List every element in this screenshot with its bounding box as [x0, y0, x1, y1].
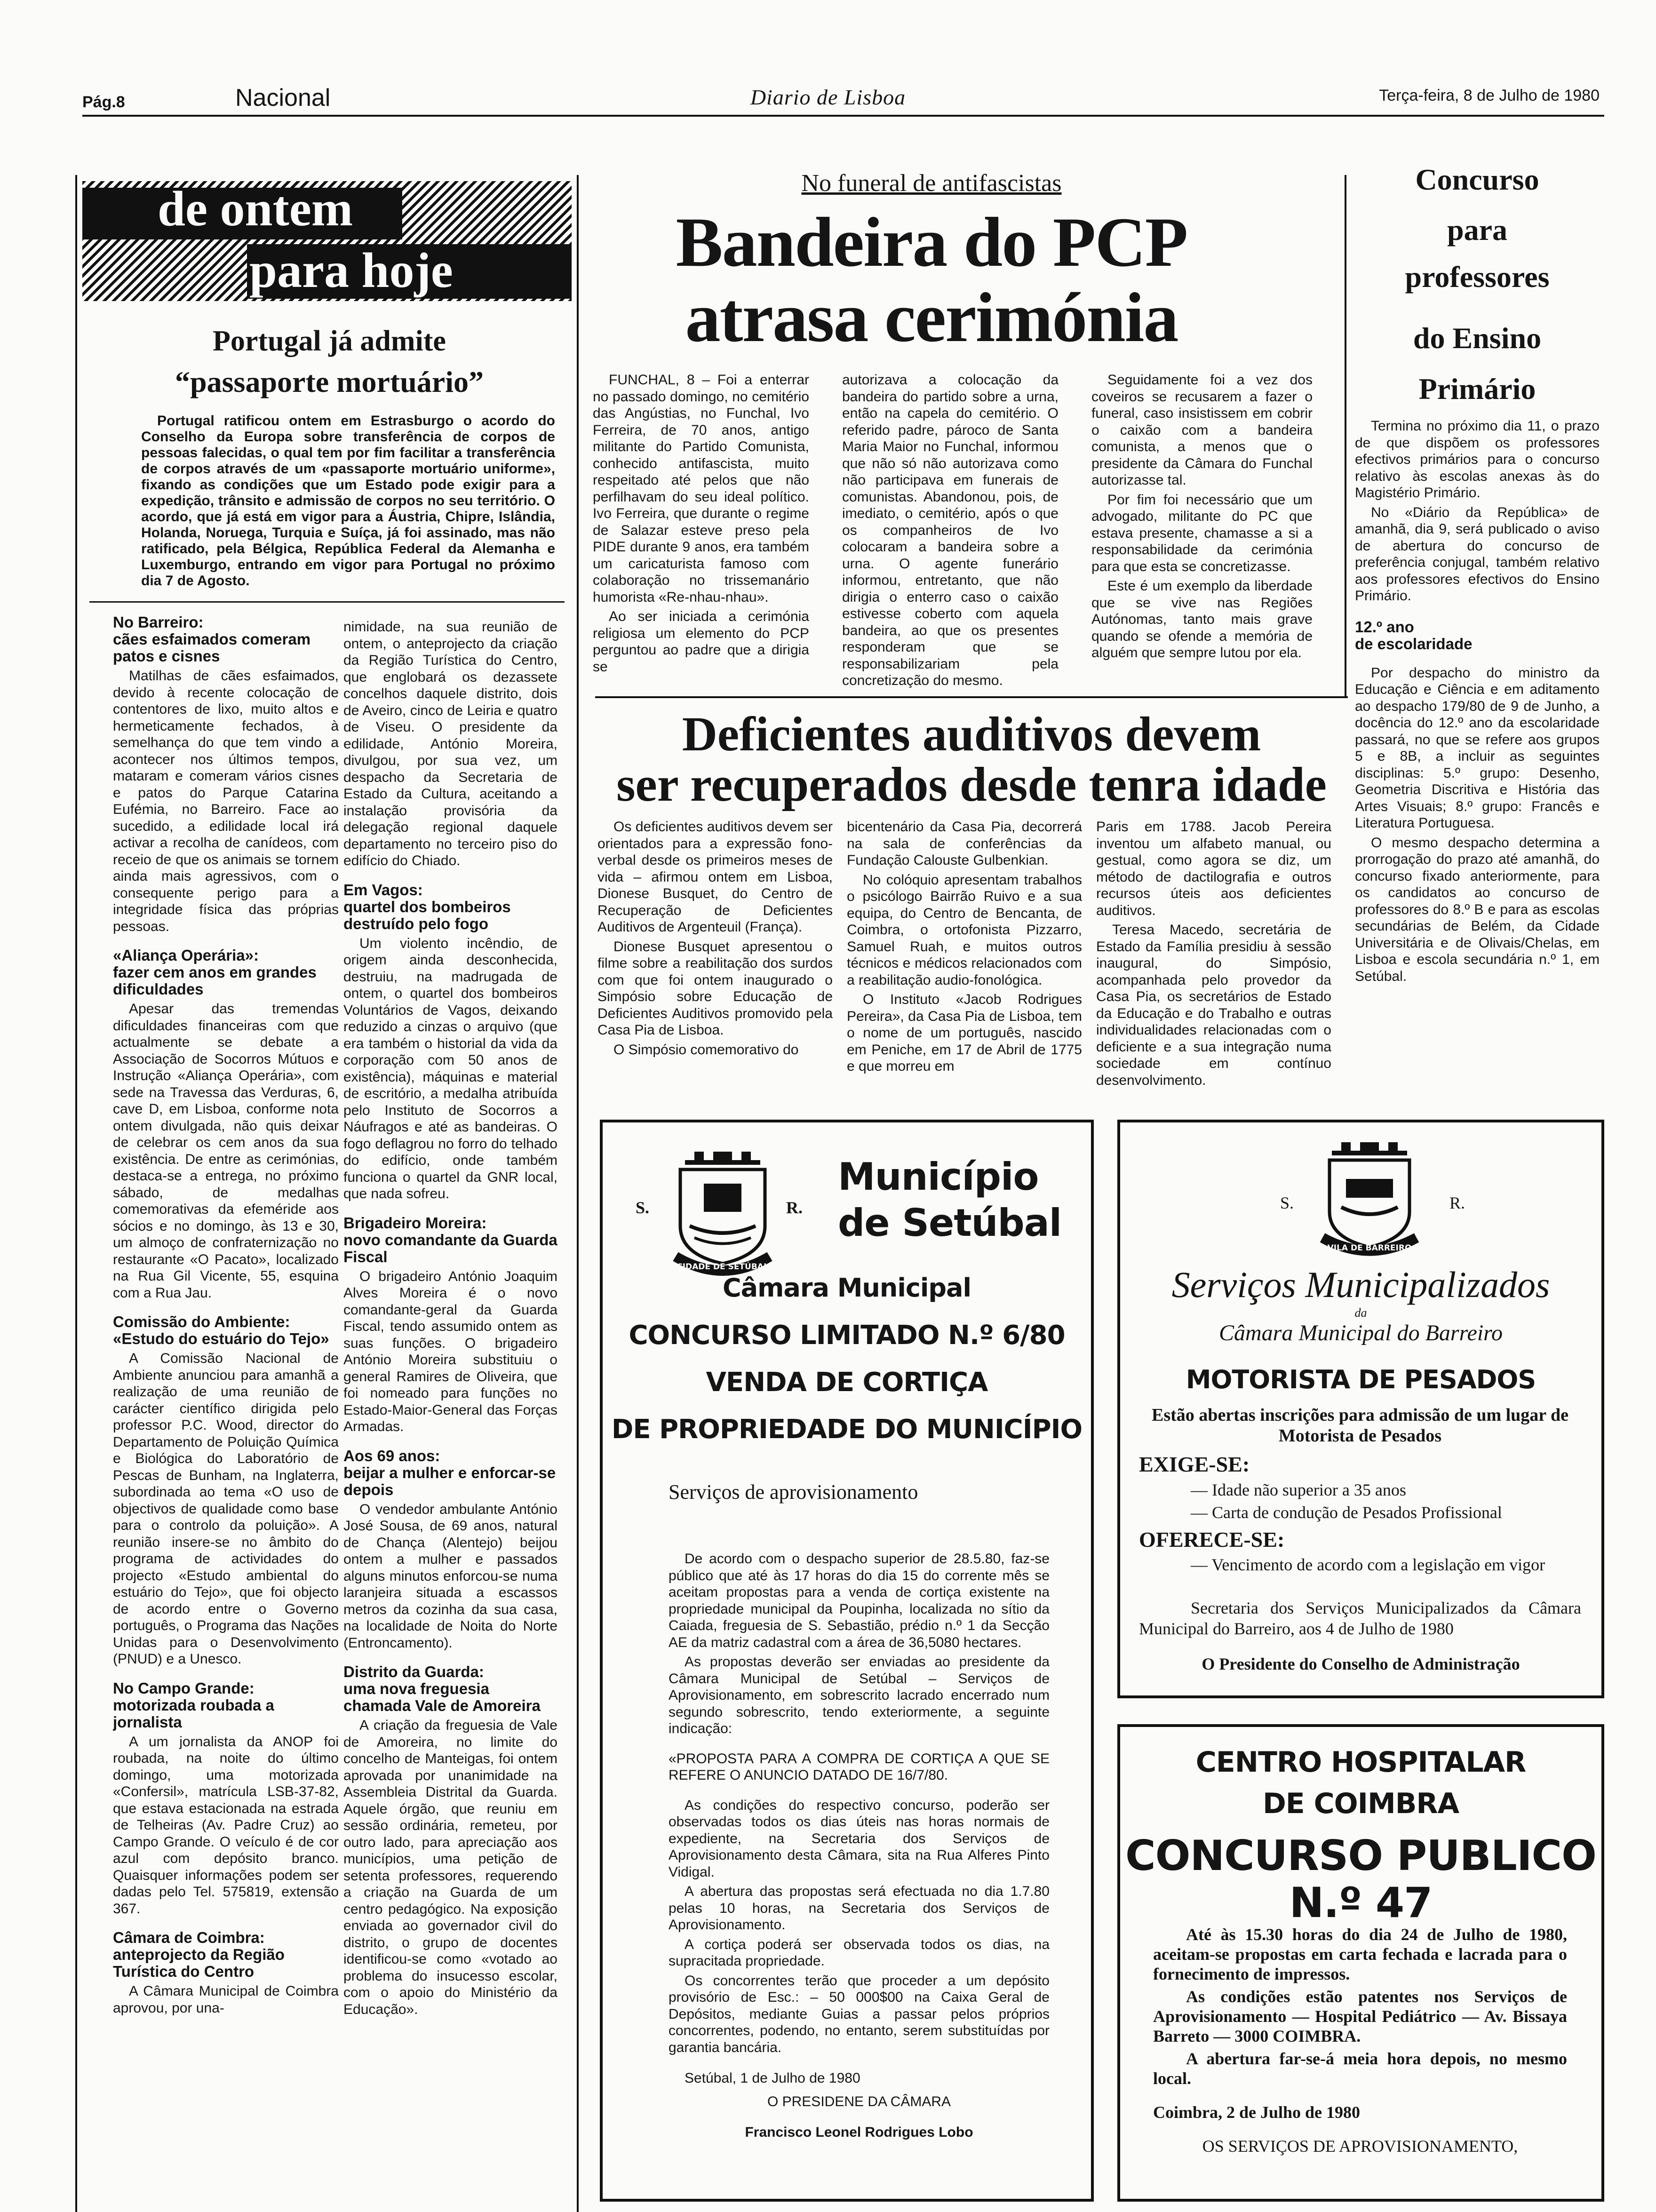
deficientes-title-1: Deficientes auditivos devem: [682, 707, 1261, 761]
brief-vagos-heading: [343, 882, 557, 932]
masthead: Diario de Lisboa: [750, 85, 906, 109]
crest-barreiro: [1313, 1137, 1426, 1259]
concurso-paragraph: O mesmo despacho determina a prorrogação do prazo até amanhã, do concurso fixado anteriormente, para os candidatos ao concurso de professores do 8.º B e para as escolas secundárias de Belém, da Cidade Universitária e de Olivais/Chelas, em Lisboa e escola secundária n.º 1, em Setúbal.: [1355, 835, 1600, 984]
concurso-paragraph: Por despacho do ministro da Educação e Ciência e em aditamento ao despacho 179/80 de 9 de Junho, a docência do 12.º ano da escolaridade passará, no que se refere aos grupos 5 e 8B, a incluir as seguintes disciplinas: 5.º grupo: Desenho, Geometria Discritiva e História das Artes Visuais; 8.º grupo: Francês e Literatura Portuguesa.: [1355, 665, 1600, 831]
concurso-title-2: para: [1447, 213, 1507, 247]
ad-s-right: R.: [1449, 1194, 1465, 1212]
funeral-kicker: No funeral de antifascistas: [801, 170, 1062, 197]
brief-title: beijar a mulher e enforcar-se depois: [343, 1464, 556, 1498]
ad-s-right: R.: [786, 1198, 803, 1217]
brief-title: «Estudo do estuário do Tejo»: [113, 1330, 329, 1347]
deficientes-paragraph: Paris em 1788. Jacob Pereira inventou um alfabeto manual, ou gestual, como agora se diz, um método de dactilografia e outros recursos úteis aos deficientes auditivos.: [1096, 819, 1331, 918]
right-column-rule: [1345, 175, 1346, 698]
funeral-paragraph: autorizava a colocação da bandeira do partido sobre a urna, então na capela do cemitério. O referido padre, pároco de Santa Maria Maior no Funchal, informou que não só não autorizava como não participava em funerais de comunistas. Abandonou, pois, de imediato, o cemitério, após o que os companheiros de Ivo colocaram a bandeira sobre a urna. O agente funerário informou, entretanto, que não dirigia o enterro caso o caixão estivesse coberto com aquela bandeira, ao que os presentes responderam que se responsabilizariam pela concretização do mesmo.: [842, 372, 1059, 688]
ad-coimbra-title-2: DE COIMBRA: [1262, 1787, 1459, 1820]
concurso-paragraph: Termina no próximo dia 11, o prazo de que dispõem os professores efectivos primários para o concurso relativo às escolas anexas às do Magistério Primário.: [1355, 418, 1600, 501]
concurso-title-3: professores: [1405, 260, 1550, 294]
brief-title: novo comandante da Guarda Fiscal: [343, 1231, 557, 1265]
header-rule: [82, 115, 1604, 117]
ad-barreiro-intro: Estão abertas inscrições para admissão de um lugar de Motorista de Pesados: [1152, 1405, 1568, 1446]
ad-coimbra-title-3: CONCURSO PUBLICO: [1125, 1831, 1596, 1880]
lead-paragraph: Portugal ratificou ontem em Estrasburgo o acordo do Conselho da Europa sobre transferência de corpos de pessoas falecidas, o qual tem por fim facilitar a transferência de corpos através de um «passaporte mortuário uniforme», fixando as condições que um Estado pode exigir para a expedição, trânsito e admissão de corpos no seu território. O acordo, que já está em vigor para a Áustria, Chipre, Islândia, Holanda, Noruega, Turquia e Suíça, já foi assinado, mas não ratificado, pela Bélgica, República Federal da Alemanha e Luxemburgo, entrando em vigor para Portugal no próximo dia 7 de Agosto.: [141, 413, 555, 589]
funeral-col-1: [593, 372, 809, 701]
ad-barreiro-exige-2: — Carta de condução de Pesados Profissional: [1191, 1503, 1502, 1522]
brief-69-anos-text: O vendedor ambulante António José Sousa, de 69 anos, natural de Chança (Alentejo) beijou ontem a mulher e passados alguns minutos enforcou-se numa laranjeira situada a escassos metros da cozinha da sua casa, na localidade de Noita do Norte (Entroncamento).: [343, 1501, 557, 1651]
ad-coimbra-paragraph: As condições estão patentes nos Serviços de Aprovisionamento — Hospital Pediátrico — Av. Bissaya Barreto — 3000 COIMBRA.: [1153, 1987, 1567, 2045]
brief-title: anteprojecto da Região Turística do Centro: [113, 1946, 285, 1980]
brief-69-anos-heading: [343, 1448, 557, 1498]
ad-coimbra-date: Coimbra, 2 de Julho de 1980: [1153, 2103, 1361, 2122]
deficientes-paragraph: Teresa Macedo, secretária de Estado da Família presidiu à sessão inaugural, do Simpósio, acompanhada pelo provedor da Casa Pia, os secretários de Estado da Educação e do Trabalho e outras individualidades relacionadas com o deficiente e a sua integração numa sociedade em contínuo desenvolvimento.: [1096, 922, 1331, 1088]
funeral-col-3: [1091, 372, 1313, 701]
brief-title: quartel dos bombeiros destruído pelo fogo: [343, 898, 511, 932]
brief-alianca-heading: [113, 947, 339, 998]
ad-setubal-paragraph: «PROPOSTA PARA A COMPRA DE CORTIÇA A QUE SE REFERE O ANUNCIO DATADO DE 16/7/80.: [669, 1751, 1050, 1783]
ad-setubal-paragraph: De acordo com o despacho superior de 28.5.80, faz-se público que até às 17 horas do dia 15 do corrente mês se aceitam propostas para a venda de cortiça existente na propriedade municipal da Poupinha, localizada no sítio da Caiada, freguesia de S. Sebastião, prédio n.º 1 da Secção AE da matriz cadastral com a área de 36,5080 hectares.: [669, 1551, 1050, 1650]
funeral-bottom-rule: [595, 696, 1348, 698]
issue-date: Terça-feira, 8 de Julho de 1980: [1379, 87, 1600, 104]
brief-kicker: «Aliança Operária»:: [113, 947, 259, 964]
brief-barreiro-text: Matilhas de cães esfaimados, devido à recente colocação de contentores de lixo, muito altos e hermeticamente fechados, à semelhança do que tem vindo a acontecer nos últimos tempos, mataram e comeram vários cisnes e patos do Parque Catarina Eufémia, no Barreiro. Face ao sucedido, a edilidade local irá activar a recolha de canídeos, com receio de que os animais se tornem ainda mais agressivos, com o consequente perigo para a integridade física das próprias pessoas.: [113, 668, 339, 934]
brief-title: cães esfaimados comeram patos e cisnes: [113, 630, 311, 665]
ad-barreiro-oferece-1: — Vencimento de acordo com a legislação em vigor: [1191, 1555, 1545, 1574]
brief-coimbra-text: A Câmara Municipal de Coimbra aprovou, por una-: [113, 1983, 339, 2016]
ad-setubal-paragraph: A abertura das propostas será efectuada no dia 1.7.80 pelas 10 horas, na Secretaria dos Serviços de Aprovisionamento.: [669, 1884, 1050, 1933]
ad-barreiro-signature: O Presidente do Conselho de Administração: [1202, 1655, 1520, 1673]
ad-coimbra-body: [1153, 1925, 1567, 2156]
deficientes-paragraph: O Instituto «Jacob Rodrigues Pereira», da Casa Pia de Lisboa, tem o nome de um português, nascido em Peniche, em 17 de Abril de 1775 e que morreu em: [847, 992, 1082, 1074]
lead-title-1: Portugal já admite: [213, 325, 446, 357]
brief-guarda-heading: [343, 1663, 557, 1714]
ad-barreiro-title: MOTORISTA DE PESADOS: [1186, 1365, 1536, 1394]
ad-setubal-paragraph: As propostas deverão ser enviadas ao presidente da Câmara Municipal de Setúbal – Serviços de Aprovisionamento, em sobrescrito lacrado encerrado num segundo sobrescrito, tendo exteriormente, a seguinte indicação:: [669, 1654, 1050, 1736]
ad-s-left: S.: [636, 1198, 650, 1217]
ad-barreiro-script-2: Câmara Municipal do Barreiro: [1218, 1321, 1503, 1345]
crest-setubal: [666, 1146, 779, 1278]
funeral-col-2: [842, 372, 1059, 701]
funeral-title-1: Bandeira do PCP: [676, 203, 1187, 281]
crest-setubal-ribbon: CIDADE DE SETÚBAL: [677, 1262, 769, 1272]
brief-kicker: Câmara de Coimbra:: [113, 1929, 265, 1946]
ad-barreiro-exige: EXIGE-SE:: [1139, 1452, 1250, 1476]
brief-guarda-text: A criação da freguesia de Vale de Amoreira, no limite do concelho de Manteigas, foi ontem aprovada por unanimidade na Assembleia Distrital da Guarda. Aquele órgão, que reuniu em sessão ordinária, remeteu, por outro lado, para apreciação aos municípios, uma petição de setenta professores, requerendo a criação na Guarda de um centro pedagógico. Na exposição enviada ao governador civil do distrito, o grupo de docentes identificou-se como «votado ao problema do insucesso escolar, com o apoio do Ministério da Educação».: [343, 1718, 557, 2017]
lead-rule: [89, 601, 565, 603]
section-label: Nacional: [235, 84, 331, 111]
funeral-paragraph: Seguidamente foi a vez dos coveiros se recusarem a fazer o funeral, caso insistissem em cobrir o caixão com a bandeira comunista, a menos que o presidente da Câmara do Funchal autorizasse tal.: [1091, 372, 1313, 488]
brief-kicker: Em Vagos:: [343, 881, 423, 899]
brief-kicker: Brigadeiro Moreira:: [343, 1214, 487, 1232]
ad-setubal-signature: Francisco Leonel Rodrigues Lobo: [745, 2124, 973, 2140]
deficientes-col-3: [1096, 819, 1331, 1091]
brief-campo-grande-heading: [113, 1680, 339, 1731]
concurso-title-1: Concurso: [1415, 163, 1539, 196]
deficientes-paragraph: O Simpósio comemorativo do: [613, 1042, 799, 1058]
brief-kicker: Comissão do Ambiente:: [113, 1313, 290, 1330]
funeral-paragraph: Por fim foi necessário que um advogado, militante do PC que estava presente, chamasse a si a responsabilidade da cerimónia para que esta se concretizasse.: [1091, 492, 1313, 574]
ad-s-left: S.: [1280, 1194, 1294, 1212]
brief-moreira-text: O brigadeiro António Joaquim Alves Moreira é o novo comandante-geral da Guarda Fiscal, tendo assumido ontem as suas funções. O brigadeiro António Moreira substituiu o general Ramires de Oliveira, que foi nomeado para funções no Estado-Maior-General das Forças Armadas.: [343, 1268, 557, 1434]
ad-coimbra: [1117, 1724, 1604, 2202]
funeral-paragraph: FUNCHAL, 8 – Foi a enterrar no passado domingo, no cemitério das Angústias, no Funchal, Ivo Ferreira, de 70 anos, antigo militante do Partido Comunista, conhecido antifascista, muito respeitado até pelos que não perfilhavam do seu ideal político. Ivo Ferreira, que durante o regime de Salazar esteve preso pela PIDE durante 9 anos, era também um caricaturista famoso com colaboração no trissemanário humorista «Re-nhau-nhau».: [593, 372, 809, 605]
concurso-title-4: do Ensino: [1413, 321, 1542, 355]
ad-coimbra-paragraph: Até às 15.30 horas do dia 24 de Julho de 1980, aceitam-se propostas em carta fechada e lacrada para o fornecimento de impressos.: [1153, 1925, 1567, 1983]
brief-title: uma nova freguesia chamada Vale de Amoreira: [343, 1680, 541, 1714]
ad-setubal-body: [669, 1551, 1050, 2162]
funeral-paragraph: Este é um exemplo da liberdade que se vive nas Regiões Autónomas, tanto mais grave quando se ofende a memória de alguém que sempre lutou por ela.: [1091, 578, 1313, 660]
brief-coimbra-heading: [113, 1929, 339, 1980]
brief-ambiente-text: A Comissão Nacional de Ambiente anunciou para amanhã a realização de uma reunião de carácter científico dirigida pelo professor P.C. Wood, director do Departamento de Poluição Química e Biológica do Laboratório de Pescas de Bunham, na Inglaterra, subordinada ao tema «O uso de objectivos de qualidade como base para o controlo da poluição». A reunião insere-se no âmbito do programa de actividades do projecto «Estudo ambiental do estuário do Tejo», que foi objecto de acordo entre o Governo português, o Programa das Nações Unidas para o Desenvolvimento (PNUD) e a Unesco.: [113, 1351, 339, 1667]
brief-campo-grande-text: A um jornalista da ANOP foi roubada, na noite do último domingo, uma motorizada «Confersil», matrícula LSB-37-82, que estava estacionada na estrada de Telheiras (Av. Padre Cruz) ao Campo Grande. O veículo é de cor azul com depósito branco. Quaisquer informações podem ser dadas pelo Tel. 575819, extensão 367.: [113, 1734, 339, 1917]
concurso-sub-1: 12.º ano: [1355, 618, 1414, 636]
crest-barreiro-ribbon: VILA DE BARREIRO: [1327, 1243, 1412, 1253]
funeral-paragraph: Ao ser iniciada a cerimónia religiosa um elemento do PCP perguntou ao padre que a dirigia se: [593, 609, 809, 675]
page-number: Pág.8: [82, 93, 125, 111]
brief-title: fazer cem anos em grandes dificuldades: [113, 963, 317, 998]
concurso-title-5: Primário: [1418, 372, 1536, 406]
lead-title-2: “passaporte mortuário”: [175, 365, 484, 398]
deficientes-paragraph: Os deficientes auditivos devem ser orientados para a expressão fono-verbal desde os primeiros meses de vida – afirmou ontem em Lisboa, Dionese Busquet, do Centro de Recuperação de Deficientes Auditivos de Argenteuil (França).: [597, 819, 833, 935]
deficientes-title-2: ser recuperados desde tenra idade: [616, 757, 1327, 812]
ad-coimbra-title-4: N.º 47: [1289, 1878, 1433, 1927]
concurso-paragraph: No «Diário da República» de amanhã, dia 9, será publicado o aviso de abertura do concurso de preferência conjugal, também relativo aos professores efectivos do Ensino Primário.: [1355, 504, 1600, 604]
concurso-sub-2: de escolaridade: [1355, 635, 1473, 652]
ad-setubal-propriedade: DE PROPRIEDADE DO MUNICÍPIO: [611, 1414, 1083, 1445]
deficientes-col-2: [847, 819, 1082, 1091]
funeral-title-2: atrasa cerimónia: [685, 278, 1178, 357]
ad-barreiro-exige-1: — Idade não superior a 35 anos: [1191, 1480, 1406, 1499]
ad-setubal-camara: Câmara Municipal: [723, 1273, 971, 1303]
ad-coimbra-paragraph: A abertura far-se-á meia hora depois, no mesmo local.: [1153, 2049, 1567, 2088]
concurso-body: [1355, 418, 1600, 1095]
brief-title: motorizada roubada a jornalista: [113, 1696, 274, 1731]
brief-coimbra-continued: nimidade, na sua reunião de ontem, o anteprojecto da criação da Região Turística do Centro, que englobará os dezassete concelhos daquele distrito, dois de Aveiro, cinco de Leiria e quatro de Viseu. O presidente da edilidade, António Moreira, divulgou, por sua vez, um despacho da Secretaria de Estado da Cultura, aceitando a instalação provisória da delegação regional daquele departamento no terceiro piso do edifício do Chiado.: [343, 619, 557, 868]
deficientes-paragraph: bicentenário da Casa Pia, decorrerá na sala de conferências da Fundação Calouste Gulbenkian.: [847, 819, 1082, 868]
ad-setubal-title-2: de Setúbal: [838, 1201, 1062, 1245]
brief-kicker: Distrito da Guarda:: [343, 1663, 484, 1680]
brief-alianca-text: Apesar das tremendas dificuldades financeiras com que actualmente se debate a Associação de Socorros Mútuos e Instrução «Aliança Operária», com sede na Travessa das Verduras, 6, cave D, em Lisboa, conforme nota ontem divulgada, não quis deixar de celebrar os cem anos da sua existência. De entre as cerimónias, destaca-se a entrega, no próximo sábado, de medalhas comemorativas da efeméride aos sócios e no domingo, às 13 e 30, um almoço de confraternização no restaurante «O Pacato», localizado na Rua Gil Vicente, 55, esquina com a Rua Jau.: [113, 1001, 339, 1301]
ad-setubal-venda: VENDA DE CORTIÇA: [706, 1367, 988, 1398]
brief-vagos-text: Um violento incêndio, de origem ainda desconhecida, destruiu, na madrugada de ontem, o quartel dos bombeiros Voluntários de Vagos, deixando reduzido a cinzas o arquivo (que era também o historial da vida da corporação com 50 anos de existência), máquinas e material de escritório, a medalha atribuída pelo Instituto de Socorros a Náufragos e até as bandeiras. O fogo deflagrou no forro do telhado do edifício, onde também funciona o quartel da GNR local, que nada sofreu.: [343, 935, 557, 1201]
concurso-subheading: [1355, 619, 1600, 652]
brief-kicker: No Barreiro:: [113, 613, 204, 631]
ad-setubal-servicos: Serviços de aprovisionamento: [669, 1480, 918, 1504]
ad-barreiro-script-1: Serviços Municipalizados: [1171, 1264, 1550, 1305]
ad-barreiro: [1117, 1120, 1604, 1698]
ad-barreiro-local: Secretaria dos Serviços Municipalizados da Câmara Municipal do Barreiro, aos 4 de Julho de 1980: [1139, 1599, 1581, 1638]
ad-setubal-paragraph: As condições do respectivo concurso, poderão ser observadas todos os dias úteis nas horas normais de expediente, na Secretaria dos Serviços de Aprovisionamento desta Câmara, sita na Rua Alferes Pinto Vidigal.: [669, 1797, 1050, 1880]
deficientes-paragraph: Dionese Busquet apresentou o filme sobre a reabilitação dos surdos com que foi ontem inaugurado o Simpósio sobre Educação de Deficientes Auditivos promovido pela Casa Pia de Lisboa.: [597, 939, 833, 1038]
ad-barreiro-script-de: da: [1354, 1306, 1367, 1320]
column-a: [113, 609, 339, 2209]
ad-setubal-date: Setúbal, 1 de Julho de 1980: [685, 2070, 860, 2086]
deficientes-col-1: [597, 819, 833, 1091]
brief-moreira-heading: [343, 1215, 557, 1265]
brief-barreiro-heading: [113, 614, 339, 665]
ad-setubal-paragraph: Os concorrentes terão que proceder a um depósito provisório de Esc.: – 50 000$00 na Caixa Geral de Depósitos, mediante Guias a passar pelos próprios concorrentes, podendo, no entanto, serem substituídas por garantia bancária.: [669, 1973, 1050, 2055]
ad-coimbra-signature: OS SERVIÇOS DE APROVISIONAMENTO,: [1202, 2137, 1518, 2156]
banner-line-1: de ontem: [158, 181, 353, 236]
ad-setubal-title-1: Município: [838, 1155, 1039, 1199]
ad-setubal-presidente: O PRESIDENE DA CÂMARA: [767, 2093, 951, 2109]
lead-text: [141, 413, 555, 592]
banner-line-2: para hoje: [249, 243, 453, 298]
ad-setubal-concurso: CONCURSO LIMITADO N.º 6/80: [629, 1320, 1065, 1351]
column-b: [343, 619, 557, 2209]
ad-setubal: [600, 1120, 1094, 2202]
ad-barreiro-oferece: OFERECE-SE:: [1139, 1528, 1285, 1552]
brief-ambiente-heading: [113, 1313, 339, 1347]
brief-kicker: Aos 69 anos:: [343, 1447, 440, 1464]
ad-setubal-paragraph: A cortiça poderá ser observada todos os dias, na supracitada propriedade.: [669, 1936, 1050, 1969]
ad-coimbra-title-1: CENTRO HOSPITALAR: [1195, 1746, 1526, 1779]
deficientes-paragraph: No colóquio apresentam trabalhos o psicólogo Bairrão Ruivo e a sua equipa, do Centro de Bencanta, de Coimbra, o ortofonista Pizzarro, Samuel Ruah, e muitos outros técnicos e médicos relacionados com a reabilitação audio-fonológica.: [847, 872, 1082, 988]
brief-kicker: No Campo Grande:: [113, 1679, 255, 1697]
